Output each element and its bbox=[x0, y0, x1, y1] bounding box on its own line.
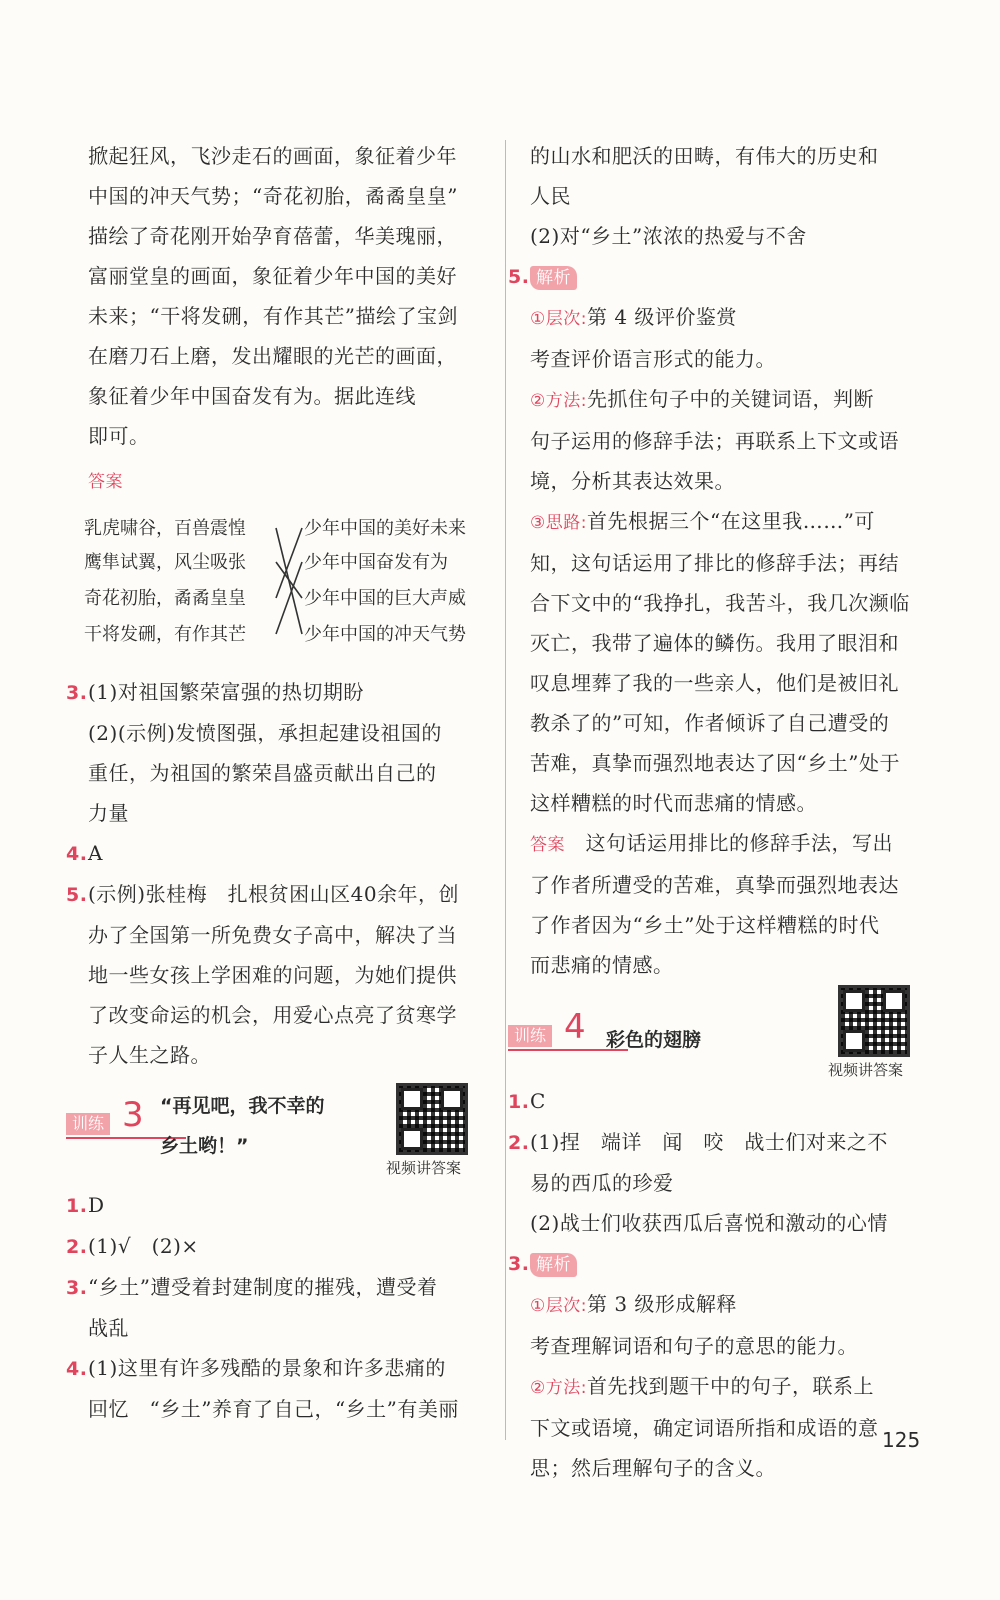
question-number: 5. bbox=[508, 266, 530, 288]
text-line: (1)对祖国繁荣富强的热切期盼 bbox=[88, 680, 364, 704]
training-label: 训练 bbox=[508, 1025, 552, 1047]
matching-answer bbox=[84, 506, 488, 666]
match-left-item: 干将发硎，有作其芒 bbox=[84, 624, 246, 645]
text-line: 第 3 级形成解释 bbox=[586, 1292, 737, 1316]
text-line: 灭亡，我带了遍体的鳞伤。我用了眼泪和 bbox=[530, 631, 899, 655]
level-tag: ①层次: bbox=[530, 309, 587, 329]
analysis-badge: 解析 bbox=[530, 1253, 577, 1277]
text-line: 回忆 “乡土”养育了自己，“乡土”有美丽 bbox=[88, 1397, 459, 1421]
text-line: 即可。 bbox=[88, 424, 150, 448]
left-column bbox=[66, 136, 488, 1429]
question-number: 1. bbox=[508, 1091, 530, 1113]
text-line: 子人生之路。 bbox=[88, 1043, 211, 1067]
match-right-item: 少年中国奋发有为 bbox=[304, 552, 448, 573]
text-line: 力量 bbox=[88, 801, 129, 825]
text-line: 战乱 bbox=[88, 1316, 129, 1340]
text-line: 富丽堂皇的画面，象征着少年中国的美好 bbox=[88, 264, 457, 288]
match-left-item: 乳虎啸谷，百兽震惶 bbox=[84, 518, 246, 539]
method-tag: ②方法: bbox=[530, 1378, 587, 1398]
text-line: C bbox=[530, 1089, 546, 1113]
training-3-answers bbox=[66, 1185, 488, 1429]
text-line: 而悲痛的情感。 bbox=[530, 953, 674, 977]
text-line: 这样糟糕的时代而悲痛的情感。 bbox=[530, 791, 817, 815]
question-number: 3. bbox=[66, 1277, 88, 1299]
text-line: 象征着少年中国奋发有为。据此连线 bbox=[88, 384, 416, 408]
text-line: 中国的冲天气势；“奇花初胎，矞矞皇皇” bbox=[88, 184, 458, 208]
qr-code-icon[interactable] bbox=[396, 1083, 468, 1155]
training-number: 4 bbox=[564, 1007, 586, 1047]
text-line: (2)战士们收获西瓜后喜悦和激动的心情 bbox=[530, 1211, 888, 1235]
text-line: 这句话运用排比的修辞手法，写出 bbox=[585, 831, 893, 855]
match-right-item: 少年中国的美好未来 bbox=[304, 518, 466, 539]
text-line: 了作者因为“乡土”处于这样糟糕的时代 bbox=[530, 913, 880, 937]
text-line: 在磨刀石上磨，发出耀眼的光芒的画面， bbox=[88, 344, 457, 368]
question-5 bbox=[66, 874, 488, 1075]
text-line: 合下文中的“我挣扎，我苦斗，我几次濒临 bbox=[530, 591, 910, 615]
right-column bbox=[508, 136, 920, 1488]
question-number: 2. bbox=[508, 1132, 530, 1154]
text-line: 教杀了的”可知，作者倾诉了自己遭受的 bbox=[530, 711, 890, 735]
text-line: (示例)张桂梅 扎根贫困山区40余年，创 bbox=[88, 882, 460, 906]
answer-tag: 答案 bbox=[530, 835, 565, 855]
intro-paragraph bbox=[88, 136, 488, 456]
question-number: 4. bbox=[66, 843, 88, 865]
text-line: 易的西瓜的珍爱 bbox=[530, 1171, 674, 1195]
text-line: 先抓住句子中的关键词语，判断 bbox=[586, 387, 874, 411]
question-4 bbox=[66, 833, 488, 874]
qr-code-icon[interactable] bbox=[838, 985, 910, 1057]
text-line: 句子运用的修辞手法；再联系上下文或语 bbox=[530, 429, 899, 453]
text-line: 了作者所遭受的苦难，真挚而强烈地表达 bbox=[530, 873, 899, 897]
text-line: 考查评价语言形式的能力。 bbox=[530, 347, 776, 371]
text-line: 人民 bbox=[530, 184, 571, 208]
training-label: 训练 bbox=[66, 1113, 110, 1135]
text-line: 叹息埋葬了我的一些亲人，他们是被旧礼 bbox=[530, 671, 899, 695]
question-number: 4. bbox=[66, 1358, 88, 1380]
text-line: 思；然后理解句子的含义。 bbox=[530, 1456, 776, 1480]
text-line: (1)√ (2)× bbox=[88, 1234, 199, 1258]
text-line: 的山水和肥沃的田畴，有伟大的历史和 bbox=[530, 144, 879, 168]
question-number: 3. bbox=[508, 1253, 530, 1275]
training-title-line2: 乡土哟！” bbox=[160, 1135, 249, 1157]
column-divider bbox=[505, 140, 506, 1440]
question-number: 5. bbox=[66, 884, 88, 906]
match-left-item: 奇花初胎，矞矞皇皇 bbox=[84, 588, 246, 609]
text-line: 苦难，真挚而强烈地表达了因“乡土”处于 bbox=[530, 751, 900, 775]
text-line: 掀起狂风，飞沙走石的画面，象征着少年 bbox=[88, 144, 457, 168]
training-3-header bbox=[72, 1075, 488, 1177]
text-line: 描绘了奇花刚开始孕育蓓蕾，华美瑰丽， bbox=[88, 224, 457, 248]
training-4-header bbox=[514, 985, 920, 1079]
text-line: 首先根据三个“在这里我……”可 bbox=[586, 509, 875, 533]
analysis-badge: 解析 bbox=[530, 266, 577, 290]
answer-tag: 答案 bbox=[88, 472, 123, 492]
text-line: “乡土”遭受着封建制度的摧残，遭受着 bbox=[88, 1275, 438, 1299]
text-line: (1)这里有许多残酷的景象和许多悲痛的 bbox=[88, 1356, 446, 1380]
text-line: 地一些女孩上学困难的问题，为她们提供 bbox=[88, 963, 457, 987]
method-tag: ②方法: bbox=[530, 391, 587, 411]
match-left-item: 鹰隼试翼，风尘吸张 bbox=[84, 552, 246, 573]
text-line: (1)捏 端详 闻 咬 战士们对来之不 bbox=[530, 1130, 888, 1154]
training-number: 3 bbox=[122, 1095, 144, 1135]
text-line: 首先找到题干中的句子，联系上 bbox=[586, 1374, 874, 1398]
question-number: 3. bbox=[66, 682, 88, 704]
text-line: A bbox=[88, 841, 103, 865]
question-number: 2. bbox=[66, 1236, 88, 1258]
text-line: D bbox=[88, 1193, 105, 1217]
page-number: 125 bbox=[882, 1428, 921, 1452]
text-line: (2)(示例)发愤图强，承担起建设祖国的 bbox=[88, 721, 442, 745]
text-line: 办了全国第一所免费女子高中，解决了当 bbox=[88, 923, 457, 947]
text-line: 了改变命运的机会，用爱心点亮了贫寒学 bbox=[88, 1003, 457, 1027]
qr-label: 视频讲答案 bbox=[386, 1159, 462, 1177]
text-line: 第 4 级评价鉴赏 bbox=[586, 305, 737, 329]
training-title-line1: “再见吧，我不幸的 bbox=[160, 1095, 325, 1117]
text-line: 未来；“干将发硎，有作其芒”描绘了宝剑 bbox=[88, 304, 458, 328]
text-line: 重任，为祖国的繁荣昌盛贡献出自己的 bbox=[88, 761, 437, 785]
training-title: 彩色的翅膀 bbox=[606, 1029, 702, 1051]
thinking-tag: ③思路: bbox=[530, 513, 587, 533]
text-line: 下文或语境，确定词语所指和成语的意 bbox=[530, 1416, 879, 1440]
text-line: 境，分析其表达效果。 bbox=[530, 469, 735, 493]
qr-label: 视频讲答案 bbox=[828, 1061, 904, 1079]
text-line: 知，这句话运用了排比的修辞手法；再结 bbox=[530, 551, 899, 575]
level-tag: ①层次: bbox=[530, 1296, 587, 1316]
match-right-item: 少年中国的冲天气势 bbox=[304, 624, 466, 645]
text-line: 考查理解词语和句子的意思的能力。 bbox=[530, 1334, 858, 1358]
question-number: 1. bbox=[66, 1195, 88, 1217]
match-right-item: 少年中国的巨大声威 bbox=[304, 588, 466, 609]
question-3 bbox=[66, 672, 488, 833]
text-line: (2)对“乡土”浓浓的热爱与不舍 bbox=[530, 224, 807, 248]
